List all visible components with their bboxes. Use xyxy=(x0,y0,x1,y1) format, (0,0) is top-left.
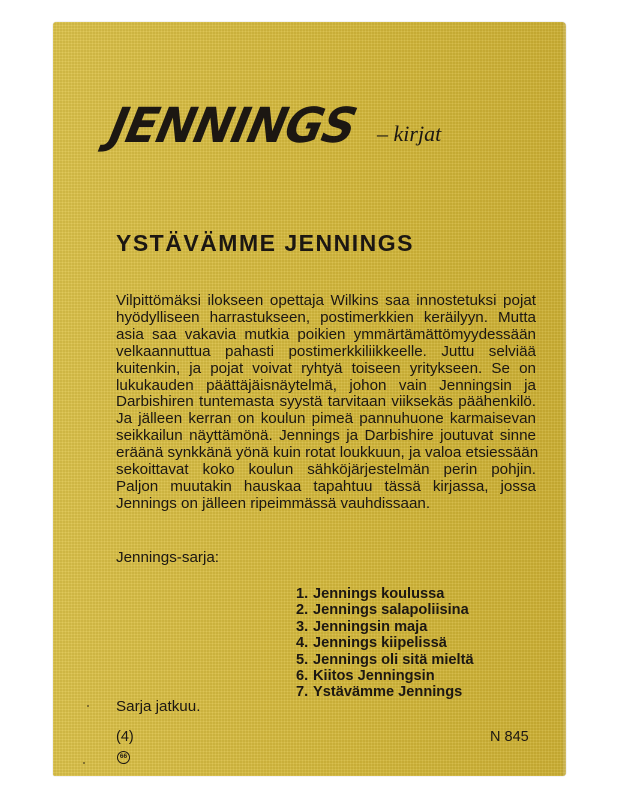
series-item-number: 4. xyxy=(296,635,309,652)
description-line: seikkailun näyttämönä. Jennings ja Darbishire joutuvat sinne xyxy=(116,427,536,445)
publisher-emblem-icon: 66 xyxy=(117,751,130,764)
series-item-title: Jennings kiipelissä xyxy=(313,635,447,652)
book-title: YSTÄVÄMME JENNINGS xyxy=(116,230,414,256)
cover-speck xyxy=(83,762,85,764)
series-item xyxy=(296,619,474,635)
series-header xyxy=(104,96,442,154)
series-item-number: 7. xyxy=(296,684,309,701)
description-line: Darbishiren tuntemasta syystä tarvitaan viiksekäs päähenkilö. xyxy=(116,393,536,411)
series-item-title: Kiitos Jenningsin xyxy=(313,668,435,685)
series-item-number: 2. xyxy=(296,602,309,619)
jennings-logo: JENNINGS xyxy=(104,96,362,154)
description-line: velkaannuttua pahasti postimerkkiliikkeelle. Juttu selviää xyxy=(116,342,536,360)
series-item xyxy=(296,586,474,602)
description-line: sekoittavat koko koulun sähköjärjestelmän perin pohjin. xyxy=(116,461,536,479)
series-item xyxy=(296,684,474,700)
description-line: kuitenkin, ja pojat voivat ryhtyä toiseen yritykseen. Se on xyxy=(116,359,536,377)
description-line: hyödylliseen harrastukseen, postimerkkien keräilyyn. Mutta xyxy=(116,308,536,326)
logo-suffix: – kirjat xyxy=(377,121,442,146)
series-item xyxy=(296,635,474,651)
description-line: asia saa vakavia mutkia poikien ymmärtämättömyydessään xyxy=(116,325,536,343)
cover-speck xyxy=(87,705,89,707)
series-item-number: 1. xyxy=(296,586,309,602)
series-label: Jennings-sarja: xyxy=(116,549,219,566)
series-item-title: Jennings koulussa xyxy=(313,586,445,602)
series-item-number: 5. xyxy=(296,651,309,668)
catalog-code: N 845 xyxy=(490,729,529,745)
description-line: eräänä synkkänä yönä kuin rotat loukkuun, ja valoa etsiessään xyxy=(116,444,539,462)
print-number: (4) xyxy=(116,729,134,745)
series-item-title: Ystävämme Jennings xyxy=(313,684,463,701)
series-item xyxy=(296,652,474,668)
series-item-title: Jennings salapoliisina xyxy=(313,602,469,619)
series-continues-note: Sarja jatkuu. xyxy=(116,698,201,715)
series-item-number: 3. xyxy=(296,618,309,635)
series-item xyxy=(296,602,474,618)
cover-edge xyxy=(562,22,566,776)
series-item-title: Jenningsin maja xyxy=(313,618,428,635)
description-line: Jennings on jälleen ripeimmässä vauhdissaan. xyxy=(116,494,431,512)
series-item-number: 6. xyxy=(296,668,309,685)
series-item xyxy=(296,668,474,684)
book-back-cover xyxy=(53,22,566,776)
description-line: lukukauden päättäjäisnäytelmä, johon vain Jenningsin ja xyxy=(116,376,536,394)
series-list xyxy=(296,586,474,701)
description-line: Ja jälleen kerran on koulun pimeä pannuhuone karmaisevan xyxy=(116,410,536,428)
book-description xyxy=(116,292,539,513)
series-item-title: Jennings oli sitä mieltä xyxy=(313,651,474,668)
description-line: Vilpittömäksi ilokseen opettaja Wilkins saa innostetuksi pojat xyxy=(116,292,536,309)
description-line: Paljon muutakin hauskaa tapahtuu tässä kirjassa, jossa xyxy=(116,477,536,495)
